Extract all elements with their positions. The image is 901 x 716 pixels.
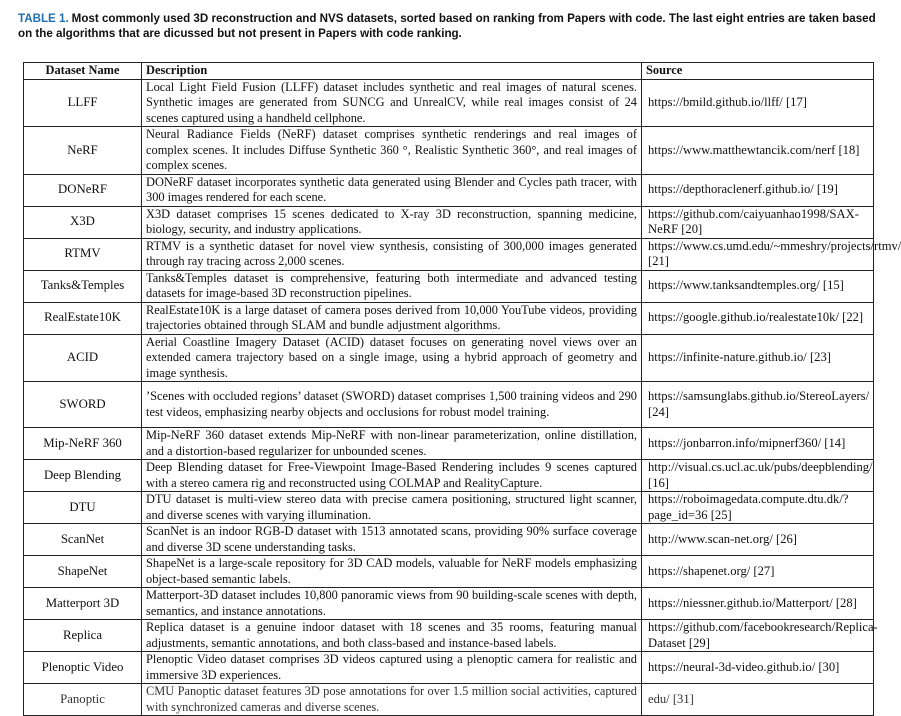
table-row xyxy=(24,302,874,334)
dataset-description: Tanks&Temples dataset is comprehensive, featuring both intermediate and advanced testing datasets for image-based 3D reconstruction pipelines. xyxy=(142,270,642,302)
dataset-description: ShapeNet is a large-scale repository for 3D CAD models, valuable for NeRF models emphasizing object-based semantic labels. xyxy=(142,556,642,588)
table-row xyxy=(24,382,874,428)
dataset-source-link[interactable]: http://www.scan-net.org/ [26] xyxy=(642,524,874,556)
dataset-description: Aerial Coastline Imagery Dataset (ACID) dataset focuses on generating novel views over an extended camera trajectory based on a single image, using a hybrid approach of geometry and image synthesis. xyxy=(142,334,642,382)
dataset-description: DTU dataset is multi-view stereo data with precise camera positioning, structured light scanner, and diverse scenes with varying illumination. xyxy=(142,492,642,524)
dataset-source-link[interactable]: http://visual.cs.ucl.ac.uk/pubs/deepblending/ [16] xyxy=(642,460,874,492)
dataset-source-link[interactable]: https://neural-3d-video.github.io/ [30] xyxy=(642,652,874,684)
dataset-source-link[interactable]: https://shapenet.org/ [27] xyxy=(642,556,874,588)
dataset-source-link[interactable]: https://bmild.github.io/llff/ [17] xyxy=(642,79,874,127)
table-row xyxy=(24,460,874,492)
dataset-source-link[interactable]: https://samsunglabs.github.io/StereoLayers/ [24] xyxy=(642,382,874,428)
datasets-table xyxy=(23,62,901,716)
dataset-source-link[interactable]: https://www.matthewtancik.com/nerf [18] xyxy=(642,127,874,175)
dataset-description: X3D dataset comprises 15 scenes dedicated to X-ray 3D reconstruction, spanning medicine, biology, security, and industry applications. xyxy=(142,206,642,238)
table-row xyxy=(24,524,874,556)
dataset-description: Local Light Field Fusion (LLFF) dataset includes synthetic and real images of natural scenes. Synthetic images are generated from SUNCG and UnrealCV, while real images consist of 24 scenes captured using a handheld cellphone. xyxy=(142,79,642,127)
caption-text: Most commonly used 3D reconstruction and NVS datasets, sorted based on ranking from Papers with code. The last eight entries are taken based on the algorithms that are dicussed but not present in Papers with code ranking. xyxy=(18,12,876,40)
dataset-source-link[interactable]: https://roboimagedata.compute.dtu.dk/?page_id=36 [25] xyxy=(642,492,874,524)
table-row xyxy=(24,428,874,460)
dataset-description: Neural Radiance Fields (NeRF) dataset comprises synthetic renderings and real images of complex scenes. It includes Diffuse Synthetic 360 °, Realistic Synthetic 360°, and real images of complex scenes. xyxy=(142,127,642,175)
dataset-name: Replica xyxy=(24,620,142,652)
dataset-name: ShapeNet xyxy=(24,556,142,588)
dataset-description: RealEstate10K is a large dataset of camera poses derived from 10,000 YouTube videos, providing trajectories obtained through SLAM and bundle adjustment algorithms. xyxy=(142,302,642,334)
dataset-name: Deep Blending xyxy=(24,460,142,492)
dataset-description: Replica dataset is a genuine indoor dataset with 18 scenes and 35 rooms, featuring manual adjustments, semantic annotations, and both class-based and instance-based labels. xyxy=(142,620,642,652)
dataset-source-link[interactable]: https://jonbarron.info/mipnerf360/ [14] xyxy=(642,428,874,460)
header-source: Source xyxy=(642,63,874,80)
dataset-source-link[interactable]: https://github.com/facebookresearch/Replica-Dataset [29] xyxy=(642,620,874,652)
dataset-description: DONeRF dataset incorporates synthetic data generated using Blender and Cycles path tracer, with 300 images rendered for each scene. xyxy=(142,174,642,206)
dataset-name: Tanks&Temples xyxy=(24,270,142,302)
dataset-source-link[interactable]: edu/ [31] xyxy=(642,684,874,716)
table-row xyxy=(24,238,874,270)
table-row xyxy=(24,492,874,524)
dataset-source-link[interactable]: https://google.github.io/realestate10k/ [22] xyxy=(642,302,874,334)
table-row xyxy=(24,174,874,206)
dataset-description: CMU Panoptic dataset features 3D pose annotations for over 1.5 million social activities, captured with synchronized cameras and diverse scenes. xyxy=(142,684,642,716)
table-label: TABLE 1. xyxy=(18,12,69,25)
dataset-name: LLFF xyxy=(24,79,142,127)
table-row xyxy=(24,620,874,652)
table-row xyxy=(24,588,874,620)
dataset-description: ’Scenes with occluded regions’ dataset (SWORD) dataset comprises 1,500 training videos and 290 test videos, emphasizing nearby objects and occlusions for robust model training. xyxy=(142,382,642,428)
dataset-name: DONeRF xyxy=(24,174,142,206)
dataset-name: RealEstate10K xyxy=(24,302,142,334)
dataset-source-link[interactable]: https://depthoraclenerf.github.io/ [19] xyxy=(642,174,874,206)
table-row xyxy=(24,652,874,684)
dataset-description: Mip-NeRF 360 dataset extends Mip-NeRF with non-linear parameterization, online distillation, and a distortion-based regularizer for unbounded scenes. xyxy=(142,428,642,460)
dataset-source-link[interactable]: https://niessner.github.io/Matterport/ [28] xyxy=(642,588,874,620)
dataset-name: Mip-NeRF 360 xyxy=(24,428,142,460)
dataset-description: RTMV is a synthetic dataset for novel view synthesis, consisting of 300,000 images generated through ray tracing across 2,000 scenes. xyxy=(142,238,642,270)
dataset-source-link[interactable]: https://infinite-nature.github.io/ [23] xyxy=(642,334,874,382)
header-dataset-name: Dataset Name xyxy=(24,63,142,80)
table-row xyxy=(24,556,874,588)
dataset-source-link[interactable]: https://www.tanksandtemples.org/ [15] xyxy=(642,270,874,302)
dataset-source-link[interactable]: https://www.cs.umd.edu/~mmeshry/projects/rtmv/ [21] xyxy=(642,238,874,270)
dataset-name: ScanNet xyxy=(24,524,142,556)
dataset-description: Plenoptic Video dataset comprises 3D videos captured using a plenoptic camera for realistic and immersive 3D experiences. xyxy=(142,652,642,684)
table-row xyxy=(24,270,874,302)
dataset-name: ACID xyxy=(24,334,142,382)
dataset-description: ScanNet is an indoor RGB-D dataset with 1513 annotated scans, providing 90% surface coverage and diverse 3D scene understanding tasks. xyxy=(142,524,642,556)
dataset-name: SWORD xyxy=(24,382,142,428)
dataset-source-link[interactable]: https://github.com/caiyuanhao1998/SAX-NeRF [20] xyxy=(642,206,874,238)
dataset-name: DTU xyxy=(24,492,142,524)
header-description: Description xyxy=(142,63,642,80)
dataset-name: Plenoptic Video xyxy=(24,652,142,684)
dataset-description: Deep Blending dataset for Free-Viewpoint Image-Based Rendering includes 9 scenes captured with a stereo camera rig and reconstructed using COLMAP and RealityCapture. xyxy=(142,460,642,492)
dataset-name: Matterport 3D xyxy=(24,588,142,620)
header-row xyxy=(24,63,874,80)
table-row xyxy=(24,684,874,716)
table-row xyxy=(24,127,874,175)
dataset-name: NeRF xyxy=(24,127,142,175)
dataset-description: Matterport-3D dataset includes 10,800 panoramic views from 90 building-scale scenes with depth, semantics, and instance annotations. xyxy=(142,588,642,620)
table-row xyxy=(24,206,874,238)
table-caption xyxy=(18,11,878,41)
dataset-name: Panoptic xyxy=(24,684,142,716)
dataset-name: RTMV xyxy=(24,238,142,270)
table-row xyxy=(24,334,874,382)
dataset-name: X3D xyxy=(24,206,142,238)
table-row xyxy=(24,79,874,127)
